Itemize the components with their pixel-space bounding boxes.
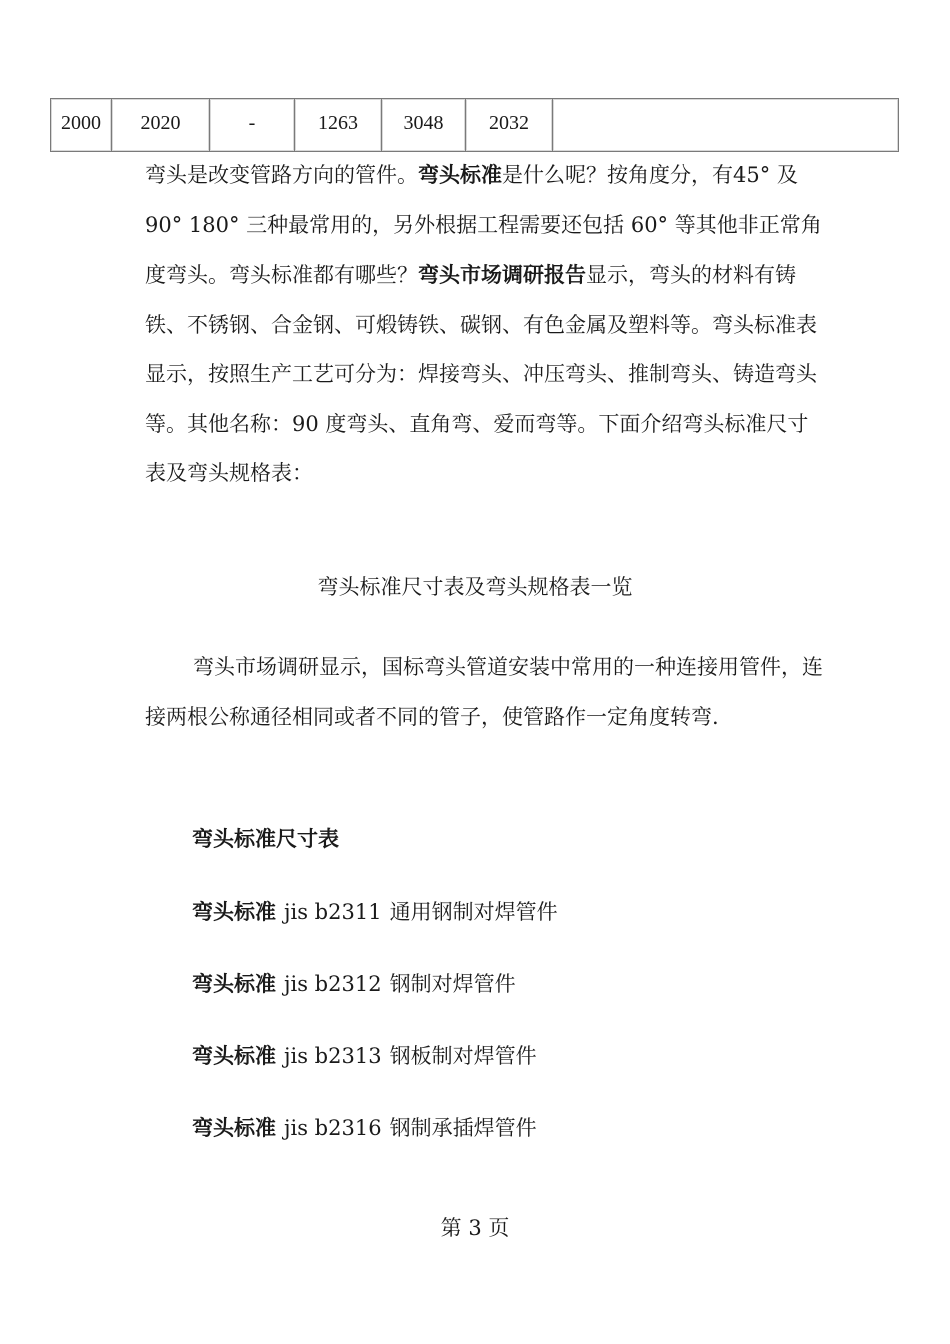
subheading: 弯头标准尺寸表 — [192, 826, 339, 851]
standard-label: 弯头标准 — [192, 971, 276, 996]
table-cell: - — [210, 99, 295, 152]
list-item — [192, 1112, 537, 1142]
section-title: 弯头标准尺寸表及弯头规格表一览 — [317, 575, 633, 599]
text-run: 弯头市场调研 — [193, 655, 319, 679]
table-cell: 2032 — [466, 99, 553, 152]
table-cell: 3048 — [382, 99, 466, 152]
standard-code: jis b2313 — [284, 1044, 382, 1068]
list-item — [192, 1040, 537, 1070]
bold-term: 弯头市场调研报告 — [418, 262, 586, 287]
table-cell — [553, 99, 899, 152]
table-cell: 2000 — [51, 99, 112, 152]
table-row — [51, 99, 899, 152]
text-run: 显示，国标弯头管道安装中常用的一种连接用管件，连接两根公称通径相同或者不同的管子，使管路作一定角度转弯. — [145, 655, 823, 729]
standard-desc: 通用钢制对焊管件 — [389, 900, 558, 924]
page-number: 第 3 页 — [440, 1216, 510, 1240]
list-item — [192, 968, 516, 998]
text-run: 是什么呢？按角度分，有45° 及 90° 180° 三种最常用的，另外根据工程需要还包括 60° 等其他非正常角度弯头。弯头标准都有哪些？ — [145, 163, 822, 287]
standard-desc: 钢制对焊管件 — [389, 972, 516, 996]
standard-label: 弯头标准 — [192, 1115, 276, 1140]
standard-desc: 钢板制对焊管件 — [389, 1044, 537, 1068]
standard-code: jis b2312 — [284, 972, 382, 996]
text-run: 显示，弯头的材料有铸铁、不锈钢、合金钢、可煅铸铁、碳钢、有色金属及塑料等。弯头标准表显示，按照生产工艺可分为：焊接弯头、冲压弯头、推制弯头、铸造弯头等。其他名称：90 度弯头、直角弯、爱而弯等。下面介绍弯头标准尺寸表及弯头规格表： — [145, 263, 817, 485]
spec-table — [50, 98, 899, 152]
bold-term: 弯头标准 — [418, 162, 502, 187]
standard-label: 弯头标准 — [192, 1043, 276, 1068]
standard-code: jis b2311 — [284, 900, 382, 924]
standard-label: 弯头标准 — [192, 899, 276, 924]
table-cell: 1263 — [295, 99, 382, 152]
standard-code: jis b2316 — [284, 1116, 382, 1140]
description-paragraph — [145, 643, 825, 742]
text-run: 弯头是改变管路方向的管件。 — [145, 163, 418, 187]
intro-paragraph — [145, 150, 825, 499]
table-cell: 2020 — [112, 99, 210, 152]
list-item — [192, 896, 558, 926]
standard-desc: 钢制承插焊管件 — [389, 1116, 537, 1140]
